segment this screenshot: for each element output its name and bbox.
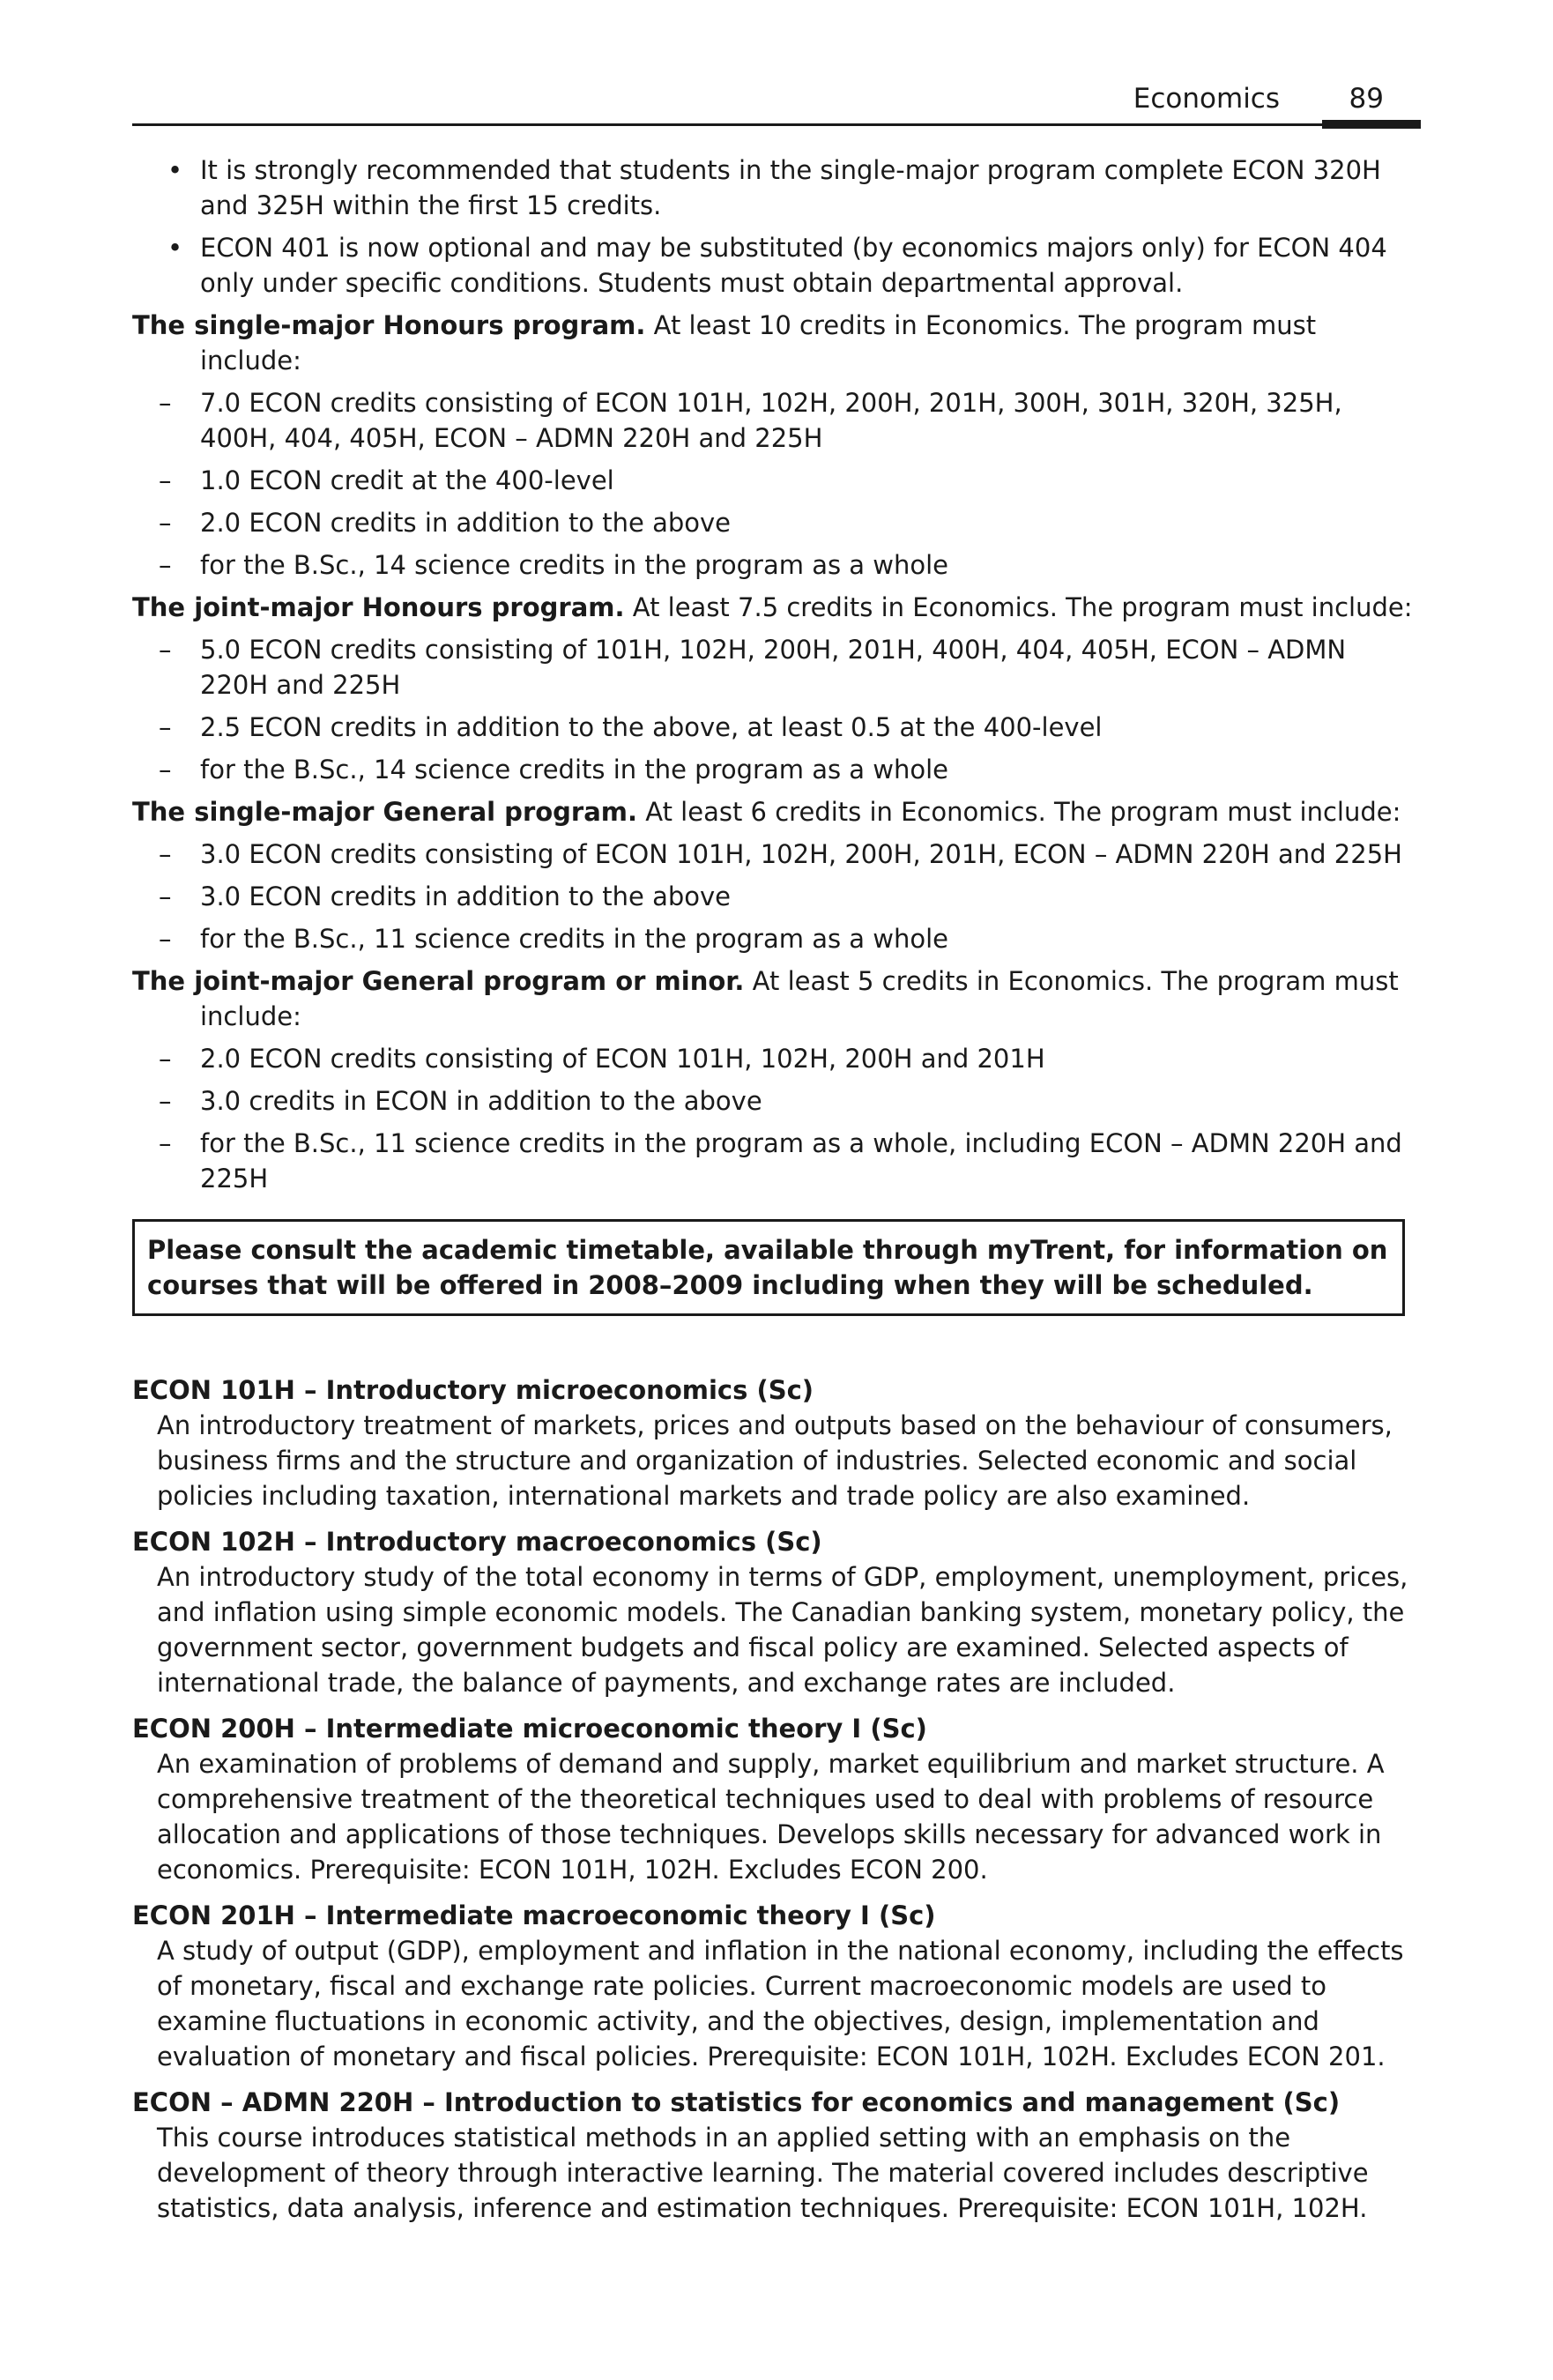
program-name: The single-major Honours program. [132,310,646,340]
program-heading [132,794,1421,829]
course-title: ECON – ADMN 220H – Introduction to statistics for economics and management (Sc) [132,2087,1341,2117]
requirements-list [132,1041,1421,1196]
dash-marker: – [159,388,172,418]
dash-marker: – [159,1128,172,1158]
requirement-text: 2.0 ECON credits in addition to the above [200,508,732,538]
course-title: ECON 101H – Introductory microeconomics (Sc) [132,1375,814,1405]
running-header [132,81,1421,126]
dash-marker: – [159,508,172,538]
course-title: ECON 102H – Introductory macroeconomics (Sc) [132,1527,822,1557]
list-item [132,879,1421,914]
dash-marker: – [159,755,172,785]
calendar-page [132,81,1421,2236]
course-descriptions [132,1372,1421,2226]
dash-marker: – [159,465,172,495]
bullet-marker: • [167,233,183,263]
program-summary: At least 7.5 credits in Economics. The program must include: [624,592,1413,622]
page-number: 89 [1349,83,1384,115]
requirement-text: for the B.Sc., 11 science credits in the program as a whole, including ECON – ADMN 220H and 225H [200,1128,1402,1194]
list-item [132,1083,1421,1119]
requirements-list [132,632,1421,787]
dash-marker: – [159,550,172,580]
list-item [132,752,1421,787]
list-item [132,1126,1421,1196]
course-description: An introductory treatment of markets, prices and outputs based on the behaviour of consumers, business firms and the structure and organization of industries. Selected economic and social policies including taxation, international markets and trade policy are also examined. [157,1410,1393,1511]
course-entry [132,1898,1421,2074]
bullet-marker: • [167,155,183,185]
notes-list [132,152,1421,301]
list-item [132,921,1421,956]
list-item [132,837,1421,872]
requirement-text: for the B.Sc., 14 science credits in the program as a whole [200,755,949,785]
timetable-notice-box: Please consult the academic timetable, available through myTrent, for information on courses that will be offered in 2008–2009 including when they will be scheduled. [132,1219,1405,1316]
program-summary: At least 6 credits in Economics. The program must include: [637,797,1401,827]
list-item [132,632,1421,703]
page-content [132,126,1421,2226]
course-entry [132,1711,1421,1887]
requirements-list [132,385,1421,583]
course-description: A study of output (GDP), employment and inflation in the national economy, including the effects of monetary, fiscal and exchange rate policies. Current macroeconomic models are used to examine fluctuations in economic activity, and the objectives, design, implementation and evaluation of monetary and fiscal policies. Prerequisite: ECON 101H, 102H. Excludes ECON 201. [157,1936,1404,2071]
requirement-text: 7.0 ECON credits consisting of ECON 101H, 102H, 200H, 201H, 300H, 301H, 320H, 325H, 400H, 404, 405H, ECON – ADMN 220H and 225H [200,388,1342,453]
dash-marker: – [159,712,172,742]
dash-marker: – [159,924,172,954]
program-single-major-general [132,794,1421,956]
program-heading [132,308,1421,378]
requirements-list [132,837,1421,956]
list-item [132,547,1421,583]
requirement-text: 2.5 ECON credits in addition to the above, at least 0.5 at the 400-level [200,712,1103,742]
list-item [132,463,1421,498]
program-heading [132,590,1421,625]
note-text: It is strongly recommended that students in the single-major program complete ECON 320H and 325H within the first 15 credits. [200,155,1381,220]
running-header-section: Economics [1133,83,1280,115]
course-description: This course introduces statistical methods in an applied setting with an emphasis on the development of theory through interactive learning. The material covered includes descriptive statistics, data analysis, inference and estimation techniques. Prerequisite: ECON 101H, 102H. [157,2123,1369,2223]
requirement-text: 2.0 ECON credits consisting of ECON 101H, 102H, 200H and 201H [200,1044,1045,1074]
course-entry [132,1372,1421,1514]
requirement-text: 3.0 credits in ECON in addition to the above [200,1086,762,1116]
program-name: The single-major General program. [132,797,638,827]
course-entry [132,2085,1421,2226]
course-description: An examination of problems of demand and supply, market equilibrium and market structure. A comprehensive treatment of the theoretical techniques used to deal with problems of resource allocation and applications of those techniques. Develops skills necessary for advanced work in economics. Prerequisite: ECON 101H, 102H. Excludes ECON 200. [157,1749,1385,1885]
program-name: The joint-major General program or minor. [132,966,745,996]
program-joint-major-honours [132,590,1421,787]
dash-marker: – [159,1044,172,1074]
list-item [132,152,1421,223]
dash-marker: – [159,881,172,911]
list-item [132,505,1421,540]
note-text: ECON 401 is now optional and may be substituted (by economics majors only) for ECON 404 only under specific conditions. Students must obtain departmental approval. [200,233,1387,298]
program-heading [132,963,1421,1034]
course-title: ECON 200H – Intermediate microeconomic theory I (Sc) [132,1714,927,1744]
course-description: An introductory study of the total economy in terms of GDP, employment, unemployment, prices, and inflation using simple economic models. The Canadian banking system, monetary policy, the government sector, government budgets and fiscal policy are examined. Selected aspects of international trade, the balance of payments, and exchange rates are included. [157,1562,1408,1698]
program-joint-major-general-or-minor [132,963,1421,1196]
requirement-text: for the B.Sc., 14 science credits in the program as a whole [200,550,949,580]
requirement-text: 1.0 ECON credit at the 400-level [200,465,614,495]
requirement-text: for the B.Sc., 11 science credits in the program as a whole [200,924,949,954]
program-single-major-honours [132,308,1421,583]
dash-marker: – [159,635,172,665]
course-entry [132,1524,1421,1700]
dash-marker: – [159,839,172,869]
list-item [132,385,1421,456]
program-summary: At least 5 credits in Economics. The program must include: [200,966,1399,1031]
requirement-text: 5.0 ECON credits consisting of 101H, 102H, 200H, 201H, 400H, 404, 405H, ECON – ADMN 220H and 225H [200,635,1347,700]
program-name: The joint-major Honours program. [132,592,625,622]
course-title: ECON 201H – Intermediate macroeconomic theory I (Sc) [132,1900,936,1930]
header-tab-bar [1322,120,1421,129]
program-summary: At least 10 credits in Economics. The program must include: [200,310,1317,376]
list-item [132,710,1421,745]
requirement-text: 3.0 ECON credits consisting of ECON 101H, 102H, 200H, 201H, ECON – ADMN 220H and 225H [200,839,1402,869]
dash-marker: – [159,1086,172,1116]
list-item [132,1041,1421,1076]
list-item [132,230,1421,301]
requirement-text: 3.0 ECON credits in addition to the above [200,881,732,911]
